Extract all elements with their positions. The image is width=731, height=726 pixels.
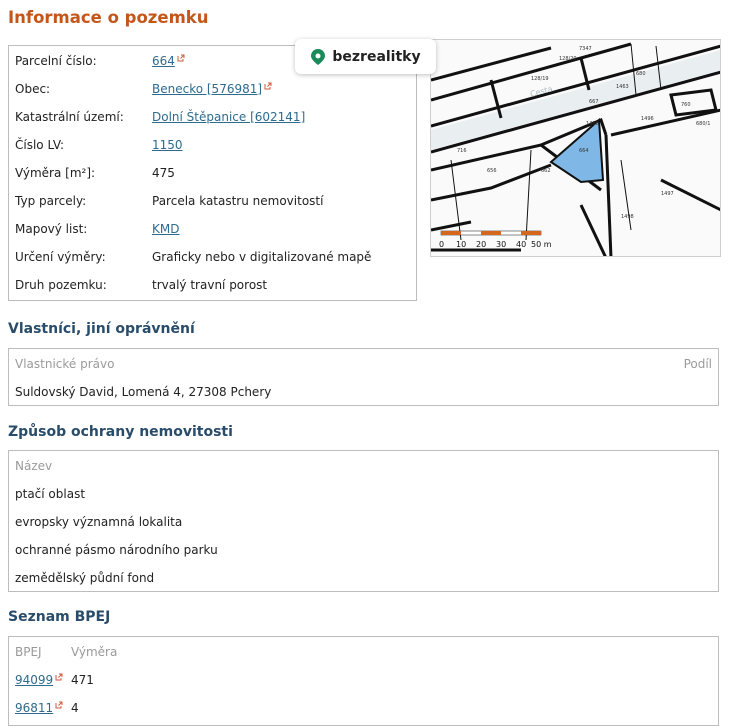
bpej-col-code: BPEJ — [15, 645, 42, 659]
map-label: 680 — [636, 71, 646, 77]
info-value: Parcela katastru nemovitostí — [152, 194, 324, 208]
info-value[interactable] — [152, 135, 183, 155]
cadastral-map[interactable] — [430, 39, 721, 257]
page-title: Informace o pozemku — [8, 8, 209, 27]
info-label: Obec: — [15, 82, 51, 96]
info-value[interactable] — [152, 107, 305, 127]
map-label: 7347 — [579, 46, 592, 52]
protection-row: ptačí oblast — [15, 487, 86, 501]
location-pin-icon — [310, 48, 326, 66]
protection-title: Způsob ochrany nemovitosti — [8, 424, 233, 440]
map-label: 1497 — [661, 191, 674, 197]
map-drawing — [431, 40, 721, 257]
map-label: 760 — [681, 102, 691, 108]
protection-row: ochranné pásmo národního parku — [15, 543, 218, 557]
owners-table — [8, 348, 719, 406]
info-label: Výměra [m²]: — [15, 166, 96, 180]
external-link-icon — [55, 673, 63, 681]
road-label: Cesta — [529, 84, 554, 99]
map-label: 664 — [579, 148, 589, 154]
info-value-link[interactable]: 664 — [152, 54, 175, 68]
info-value-link[interactable]: Dolní Štěpanice [602141] — [152, 110, 306, 124]
bpej-table — [8, 636, 719, 726]
bpej-title: Seznam BPEJ — [8, 609, 111, 625]
map-label: 662 — [541, 168, 551, 174]
map-label: 1498 — [621, 214, 634, 220]
info-value: trvalý travní porost — [152, 278, 268, 292]
info-value[interactable] — [152, 51, 185, 71]
map-label: 656 — [487, 168, 497, 174]
map-label: 716 — [457, 148, 467, 154]
bezrealitky-badge[interactable] — [295, 39, 436, 74]
info-value-link[interactable]: KMD — [152, 222, 180, 236]
owners-title: Vlastníci, jiní oprávnění — [8, 321, 195, 337]
bpej-col-area: Výměra — [71, 645, 118, 659]
map-label: 680/1 — [696, 121, 711, 127]
map-label: 128/19 — [531, 76, 549, 82]
info-label: Číslo LV: — [15, 138, 65, 152]
scale-label: 20 — [476, 240, 487, 249]
owners-col-share: Podíl — [683, 357, 712, 371]
parcel-info-table — [8, 45, 417, 301]
scale-label: 50 m — [531, 240, 552, 249]
scale-bar — [439, 231, 552, 249]
protection-table — [8, 450, 719, 592]
info-label: Typ parcely: — [15, 194, 87, 208]
brand-name: bezrealitky — [332, 48, 421, 65]
map-label: 1463 — [616, 84, 629, 90]
scale-label: 0 — [439, 240, 445, 249]
info-value[interactable] — [152, 219, 179, 239]
protection-row: evropsky významná lokalita — [15, 515, 183, 529]
info-label: Určení výměry: — [15, 250, 106, 264]
bpej-area: 471 — [71, 673, 94, 687]
scale-label: 40 — [516, 240, 527, 249]
external-link-icon — [264, 82, 272, 90]
protection-row: zemědělský půdní fond — [15, 571, 155, 585]
info-label: Mapový list: — [15, 222, 88, 236]
info-value[interactable] — [152, 79, 272, 99]
scale-label: 30 — [496, 240, 507, 249]
owner-row: Suldovský David, Lomená 4, 27308 Pchery — [15, 385, 272, 399]
info-value-link[interactable]: Benecko [576981] — [152, 82, 263, 96]
map-label: 128/20 — [559, 56, 577, 62]
info-label: Druh pozemku: — [15, 278, 107, 292]
map-label: 667 — [589, 99, 599, 105]
info-value: 475 — [152, 166, 175, 180]
map-label: 1486 — [586, 121, 599, 127]
bpej-code-link[interactable]: 96811 — [15, 701, 54, 715]
owners-col-right: Vlastnické právo — [15, 357, 115, 371]
bpej-code-link[interactable]: 94099 — [15, 673, 54, 687]
info-label: Katastrální území: — [15, 110, 124, 124]
scale-label: 10 — [456, 240, 467, 249]
info-value: Graficky nebo v digitalizované mapě — [152, 250, 372, 264]
map-label: 1496 — [641, 116, 654, 122]
info-value-link[interactable]: 1150 — [152, 138, 183, 152]
info-label: Parcelní číslo: — [15, 54, 97, 68]
external-link-icon — [55, 701, 63, 709]
bpej-area: 4 — [71, 701, 79, 715]
external-link-icon — [177, 54, 185, 62]
protection-col-name: Název — [15, 459, 53, 473]
